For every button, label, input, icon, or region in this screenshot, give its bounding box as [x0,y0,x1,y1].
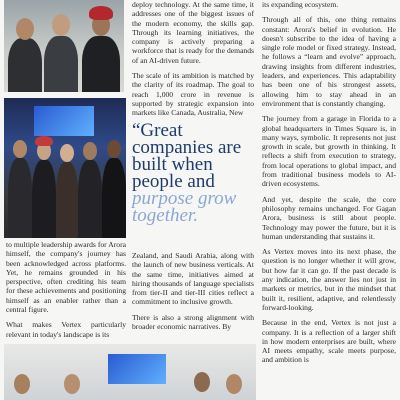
turban [35,136,53,146]
person-figure [102,158,126,238]
person-head [13,140,27,158]
person-head [14,374,30,394]
paragraph: Through all of this, one thing remains constant: Arora's belief in evolution. He doesn't subscribe to the idea of having a single role model or fixed strategy. Instead, he follows a “learn and evolve” approach, drawing insights from different industries, leaders, and experiences. This adaptability has been one of his strongest assets, allowing him to stay ahead in an environment that is constantly changing. [262,15,396,108]
pull-quote-line-1: “Great companies are built when people and [132,120,242,192]
paragraph: There is also a strong alignment with broader economic narratives. By [132,312,254,332]
paragraph: The journey from a garage in Florida to a global headquarters in Times Square is, in many ways, symbolic. It represents not just growth in scale, but growth in thinking. It reflects a shift from execution to strategy, from local operations to global impact, and from traditional business models to AI-driven ecosystems. [262,114,396,189]
photo-office-team [4,344,256,400]
paragraph: deploy technology. At the same time, it addresses one of the biggest issues of the modern economy, the skills gap. Through its learning initiatives, the company is actively preparing a workforce that is ready for the demands of an AI-driven future. [132,0,254,65]
person-figure [8,38,42,92]
paragraph: to multiple leadership awards for Arora himself, the company's journey has been acknowledged across platforms. Yet, he remains grounded in his perspective, often crediting his team for these achievements and positioning himself as an enabler rather than a central figure. [6,240,126,315]
person-head [16,18,34,40]
paragraph: Zealand, and Saudi Arabia, along with the launch of new business verticals. At the same time, initiatives aimed at hiring thousands of language specialists from tier-II and tier-III cities reflect a commitment to inclusive growth. [132,251,254,307]
article-column-middle-top [132,0,254,124]
photo-executives-group [4,0,124,92]
person-figure [78,160,102,238]
person-head [226,374,242,394]
article-column-right [262,0,396,371]
pull-quote-line-2: purpose grow together. [132,188,237,226]
person-figure [56,162,78,238]
person-figure [8,158,32,238]
pull-quote [132,122,256,224]
article-column-left-bottom [6,240,126,345]
person-head [64,374,80,394]
photo-event-group [4,98,126,238]
paragraph: As Vertex moves into its next phase, the question is no longer whether it will grow, but how far it can go. If the past decade is any indication, the answer lies not just in markets or metrics, but in the mindset that built it, resilient, adaptive, and relentlessly forward-looking. [262,247,396,312]
paragraph: Because in the end, Vertex is not just a company. It is a reflection of a larger shift in how modern enterprises are built, where AI meets empathy, scale meets purpose, and ambition is [262,318,396,365]
person-head [60,144,74,162]
article-column-middle-bottom [132,251,254,337]
paragraph: The scale of its ambition is matched by the clarity of its roadmap. The goal to reach 1,000 crore in revenue is supported by strategic expansion into markets like Canada, Australia, New [132,71,254,118]
paragraph: What makes Vertex particularly relevant in today's landscape is its [6,320,126,339]
person-head [194,372,210,392]
person-figure [82,36,120,92]
person-head [107,140,121,158]
wall-monitor [108,354,166,384]
event-screen [34,106,94,136]
person-head [52,14,70,36]
person-head [83,142,97,160]
person-figure [44,36,78,92]
person-figure [32,160,56,238]
paragraph: And yet, despite the scale, the core philosophy remains unchanged. For Gagan Arora, business is still about people. Technology may power the future, but it is human understanding that sustains it. [262,194,396,241]
turban [89,6,113,20]
paragraph: its expanding ecosystem. [262,0,339,9]
